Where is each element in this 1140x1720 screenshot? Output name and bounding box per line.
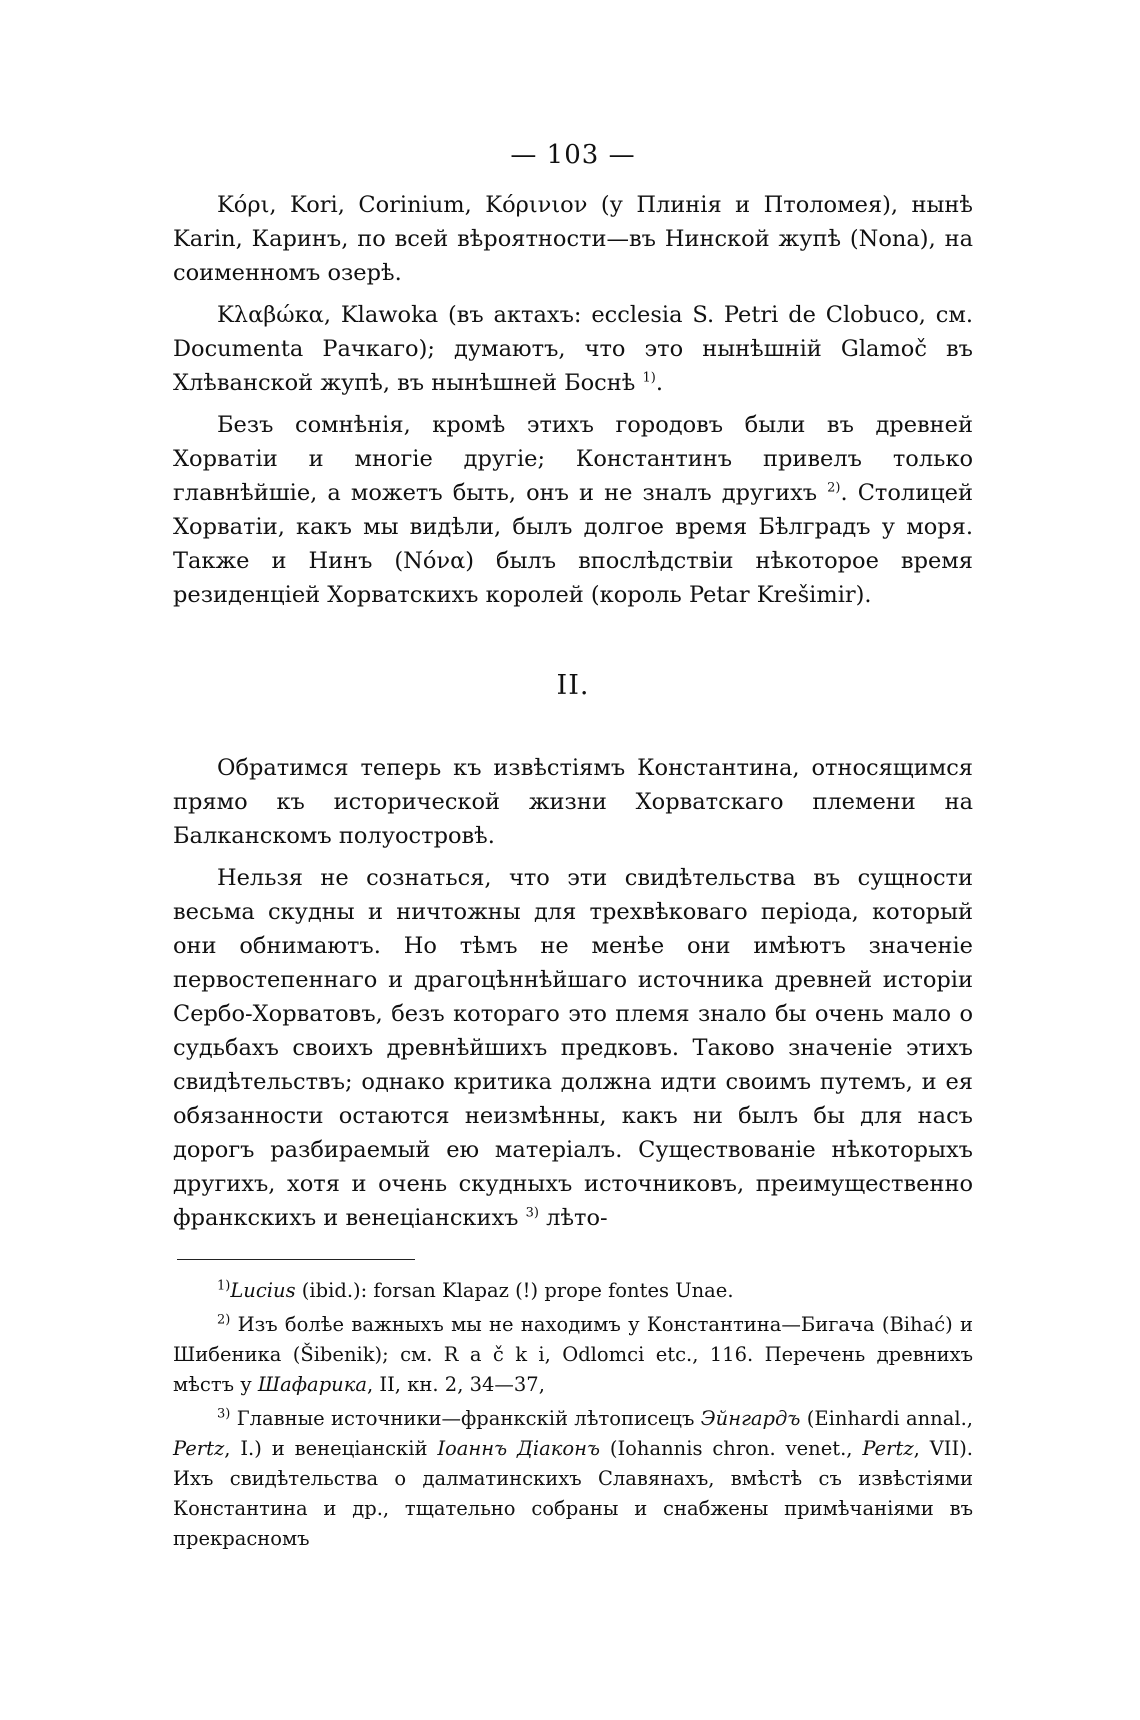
paragraph-text-tail: лѣто- (539, 1205, 608, 1231)
footnote-text: (Iohannis chron. venet., (599, 1437, 863, 1460)
paragraph-sources (173, 861, 973, 1235)
footnote-italic-text: Шафарика (257, 1373, 367, 1396)
footnote-text: (ibid.): forsan Klapaz (!) prope fontes Unae. (295, 1279, 734, 1302)
page (173, 140, 973, 1558)
paragraph-text: Κλαβώκα, Klawoka (въ актахъ: ecclesia S. Petri de Clobuco, см. Documenta Рачкаго); думаютъ, что это нынѣшній Glamoč въ Хлѣванской жупѣ, въ нынѣшней Боснѣ (173, 302, 973, 396)
footnote-mark: 3) (217, 1406, 231, 1422)
footnote-divider (177, 1259, 415, 1260)
footnote-text: Главные источники—франкскій лѣтописецъ (230, 1407, 701, 1430)
paragraph-text: Обратимся теперь къ извѣстіямъ Константина, относящимся прямо къ исторической жизни Хорватскаго племени на Балканскомъ полуостровѣ. (173, 755, 973, 849)
paragraph-text: Κόρι, Kori, Corinium, Κόρινιον (у Плинія и Птоломея), нынѣ Karin, Каринъ, по всей вѣроятности—въ Нинской жупѣ (Nona), на соименномъ озерѣ. (173, 192, 973, 286)
paragraph-text: Безъ сомнѣнія, кромѣ этихъ городовъ были въ древней Хорватіи и многіе другіе; Константинъ привелъ только главнѣйшіе, а можетъ быть, онъ и не зналъ другихъ (173, 412, 973, 506)
paragraph-constantine-news (173, 751, 973, 853)
paragraph-text: Нельзя не сознаться, что эти свидѣтельства въ сущности весьма скудны и ничтожны для трехвѣковаго періода, который они обнимаютъ. Но тѣмъ не менѣе они имѣютъ значеніе первостепеннаго и драгоцѣннѣйшаго источника древней исторіи Сербо-Хорватовъ, безъ котораго это племя знало бы очень мало о судьбахъ своихъ древнѣйшихъ предковъ. Таково значеніе этихъ свидѣтельствъ; однако критика должна идти своимъ путемъ, и ея обязанности остаются неизмѣнны, какъ ни былъ бы для насъ дорогъ разбираемый ею матеріалъ. Существованіе нѣкоторыхъ другихъ, хотя и очень скудныхъ источниковъ, преимущественно франкскихъ и венеціанскихъ (173, 865, 973, 1231)
footnote-text: (Einhardi annal., (800, 1407, 973, 1430)
footnote-reference[interactable]: 2) (827, 480, 841, 496)
footnote-text: , I.) и венеціанскій (224, 1437, 438, 1460)
footnote-3 (173, 1404, 973, 1554)
footnote-italic-text: Pertz (862, 1437, 914, 1460)
footnote-mark: 1) (217, 1278, 231, 1294)
paragraph-text-tail: . Столицей Хорватіи, какъ мы видѣли, былъ долгое время Бѣлградъ у моря. Также и Нинъ (Νόνα) былъ впослѣдствіи нѣкоторое время резиденціей Хорватскихъ королей (король Petar Krešimir). (173, 480, 973, 608)
footnote-text: Изъ болѣе важныхъ мы не находимъ у Константина—Бигача (Bihać) и Шибеника (Šibenik); см. R a č k i, Odlomci etc., 116. Перечень древнихъ мѣстъ у (173, 1313, 973, 1396)
page-number: — 103 — (510, 140, 636, 170)
section-heading: II. (556, 670, 590, 701)
paragraph-klawoka (173, 298, 973, 400)
paragraph-other-towns (173, 408, 973, 612)
footnote-mark: 2) (217, 1312, 231, 1328)
footnote-italic-text: Іоаннъ Діаконъ (437, 1437, 600, 1460)
footnote-text: , VII). Ихъ свидѣтельства о далматинскихъ Славянахъ, вмѣстѣ съ извѣстіями Константина и др., тщательно собраны и снабжены примѣчаніями въ прекрасномъ (173, 1437, 974, 1550)
footnote-reference[interactable]: 3) (525, 1205, 539, 1221)
paragraph-kori (173, 188, 973, 290)
footnote-1 (173, 1276, 973, 1306)
footnote-2 (173, 1310, 973, 1400)
paragraph-text-tail: . (655, 370, 664, 396)
footnote-italic-text: Lucius (230, 1279, 296, 1302)
footnote-text: , II, кн. 2, 34—37, (367, 1373, 545, 1396)
footnote-italic-text: Pertz (173, 1437, 225, 1460)
footnote-italic-text: Эйнгардъ (700, 1407, 801, 1430)
footnote-reference[interactable]: 1) (642, 370, 656, 386)
